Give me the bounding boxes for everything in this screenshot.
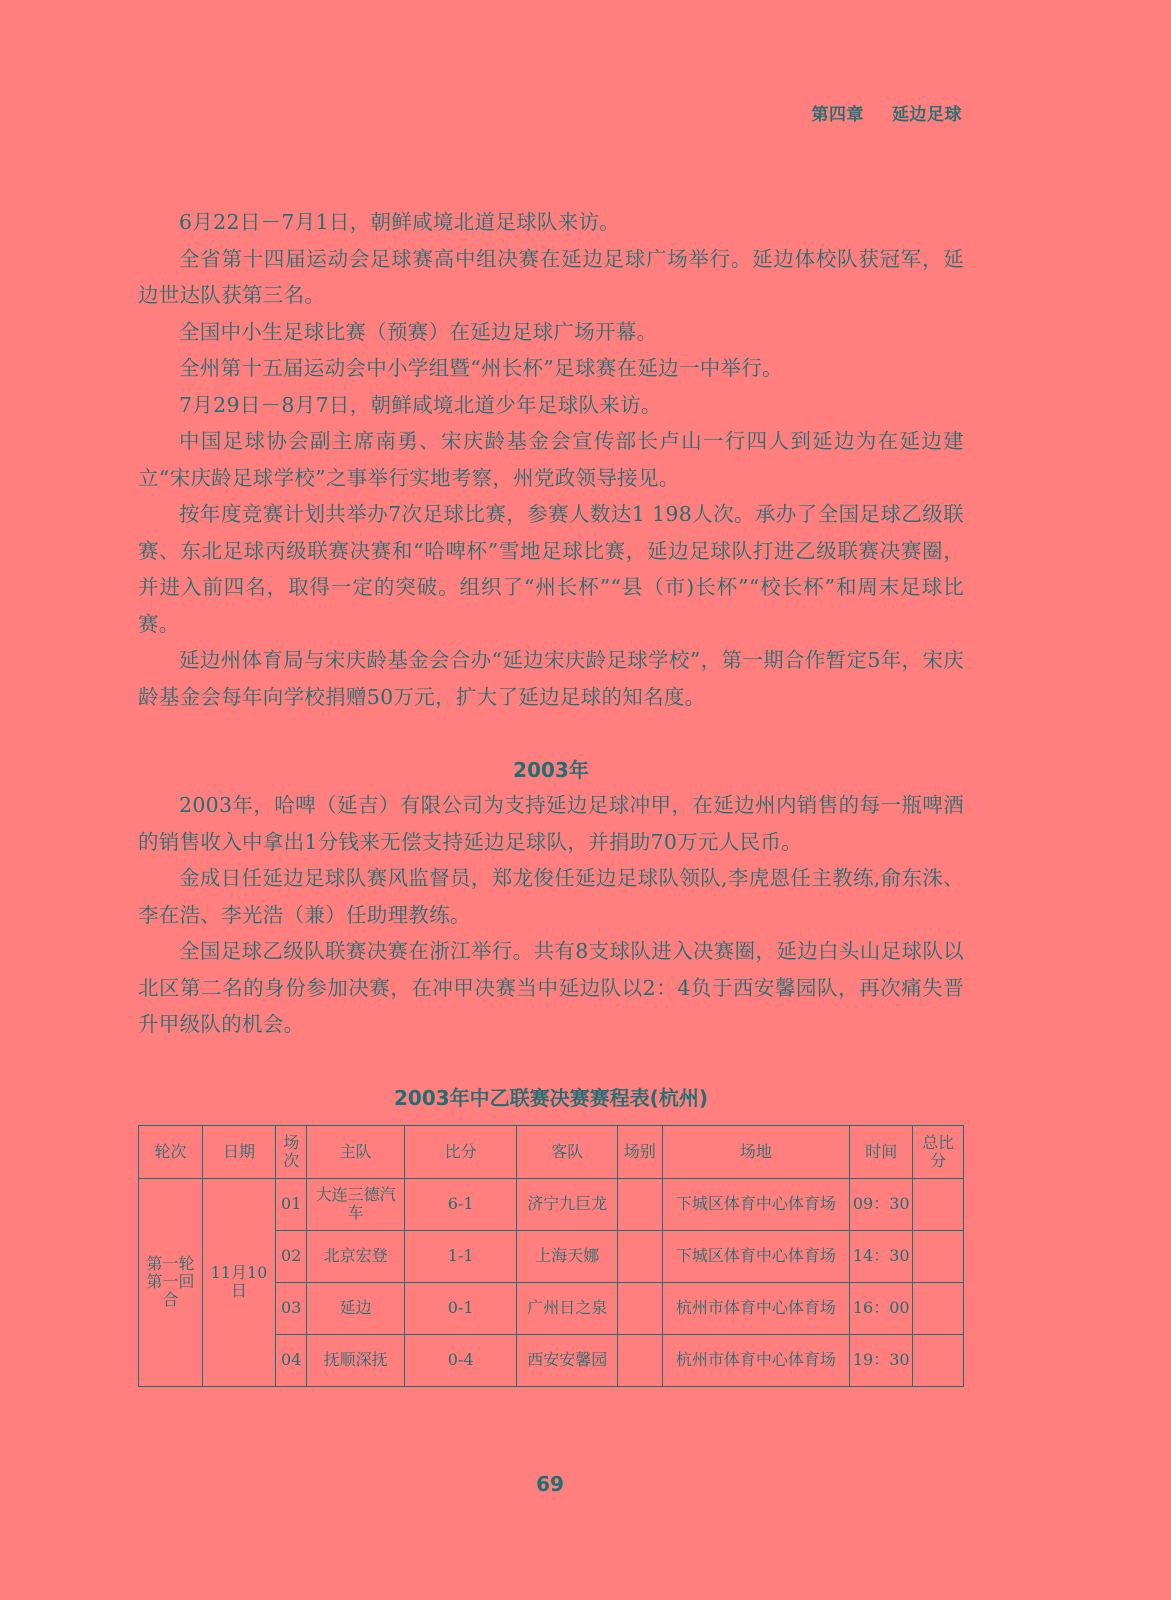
away-cell: 上海天娜	[517, 1230, 617, 1282]
paragraph: 全国足球乙级队联赛决赛在浙江举行。共有8支球队进入决赛圈，延边白头山足球队以北区第二名的身份参加决赛，在冲甲决赛当中延边队以2：4负于西安馨园队，再次痛失晋升甲级队的机会。	[138, 939, 964, 1036]
venue-cell: 下城区体育中心体育场	[662, 1178, 850, 1230]
home-cell: 大连三德汽车	[307, 1178, 404, 1230]
date-cell: 11月10日	[202, 1178, 275, 1386]
type-cell	[617, 1334, 662, 1386]
total-cell	[913, 1334, 964, 1386]
score-cell: 6-1	[404, 1178, 517, 1230]
page-content	[138, 204, 964, 1387]
paragraph: 全国中小生足球比赛（预赛）在延边足球广场开幕。	[179, 319, 658, 344]
score-cell: 0-1	[404, 1282, 517, 1334]
venue-cell: 下城区体育中心体育场	[662, 1230, 850, 1282]
paragraph: 中国足球协会副主席南勇、宋庆龄基金会宣传部长卢山一行四人到延边为在延边建立“宋庆龄足球学校”之事举行实地考察，州党政领导接见。	[138, 429, 964, 490]
home-cell: 抚顺深抚	[307, 1334, 404, 1386]
venue-cell: 杭州市体育中心体育场	[662, 1334, 850, 1386]
header-match-type: 场别	[617, 1125, 662, 1178]
paragraph: 7月29日－8月7日，朝鲜咸境北道少年足球队来访。	[179, 392, 662, 417]
away-cell: 广州日之泉	[517, 1282, 617, 1334]
paragraph: 金成日任延边足球队赛风监督员，郑龙俊任延边足球队领队,李虎恩任主教练,俞东洙、李在浩、李光浩（兼）任助理教练。	[138, 866, 964, 927]
time-cell: 19：30	[850, 1334, 913, 1386]
match-no-cell: 01	[275, 1178, 306, 1230]
home-cell: 延边	[307, 1282, 404, 1334]
paragraph: 延边州体育局与宋庆龄基金会合办“延边宋庆龄足球学校”，第一期合作暂定5年，宋庆龄基金会每年向学校捐赠50万元，扩大了延边足球的知名度。	[138, 648, 964, 709]
header-match-no: 场次	[275, 1125, 306, 1178]
time-cell: 09：30	[850, 1178, 913, 1230]
table-header-row	[139, 1125, 964, 1178]
header-away: 客队	[517, 1125, 617, 1178]
paragraph: 全省第十四届运动会足球赛高中组决赛在延边足球广场举行。延边体校队获冠军，延边世达队获第三名。	[138, 246, 964, 307]
header-total: 总比分	[913, 1125, 964, 1178]
away-cell: 西安安馨园	[517, 1334, 617, 1386]
score-cell: 1-1	[404, 1230, 517, 1282]
total-cell	[913, 1178, 964, 1230]
venue-cell: 杭州市体育中心体育场	[662, 1282, 850, 1334]
away-cell: 济宁九巨龙	[517, 1178, 617, 1230]
score-cell: 0-4	[404, 1334, 517, 1386]
total-cell	[913, 1230, 964, 1282]
header-time: 时间	[850, 1125, 913, 1178]
time-cell: 16：00	[850, 1282, 913, 1334]
paragraph: 按年度竞赛计划共举办7次足球比赛，参赛人数达1 198人次。承办了全国足球乙级联赛、东北足球丙级联赛决赛和“哈啤杯”雪地足球比赛，延边足球队打进乙级联赛决赛圈，并进入前四名，取得一定的突破。组织了“州长杯”“县（市)长杯”“校长杯”和周末足球比赛。	[138, 502, 964, 636]
match-no-cell: 03	[275, 1282, 306, 1334]
schedule-table	[138, 1125, 964, 1387]
paragraph: 2003年，哈啤（延吉）有限公司为支持延边足球冲甲，在延边州内销售的每一瓶啤酒的销售收入中拿出1分钱来无偿支持延边足球队，并捐助70万元人民币。	[138, 793, 964, 854]
table-title: 2003年中乙联赛决赛赛程表(杭州)	[394, 1085, 708, 1110]
type-cell	[617, 1282, 662, 1334]
match-no-cell: 04	[275, 1334, 306, 1386]
chapter-label: 第四章	[811, 105, 864, 125]
header-home: 主队	[307, 1125, 404, 1178]
year-heading: 2003年	[513, 758, 589, 782]
header-venue: 场地	[662, 1125, 850, 1178]
match-no-cell: 02	[275, 1230, 306, 1282]
home-cell: 北京宏登	[307, 1230, 404, 1282]
section-label: 延边足球	[892, 105, 962, 125]
round-cell: 第一轮第一回合	[139, 1178, 203, 1386]
paragraph: 全州第十五届运动会中小学组暨“州长杯”足球赛在延边一中举行。	[179, 356, 783, 380]
running-header	[812, 100, 963, 125]
page-number: 69	[536, 1472, 564, 1496]
header-score: 比分	[404, 1125, 517, 1178]
header-date: 日期	[202, 1125, 275, 1178]
time-cell: 14：30	[850, 1230, 913, 1282]
total-cell	[913, 1282, 964, 1334]
paragraph: 6月22日－7月1日，朝鲜咸境北道足球队来访。	[179, 210, 621, 234]
table-row	[139, 1178, 964, 1230]
type-cell	[617, 1230, 662, 1282]
header-round: 轮次	[139, 1125, 203, 1178]
type-cell	[617, 1178, 662, 1230]
